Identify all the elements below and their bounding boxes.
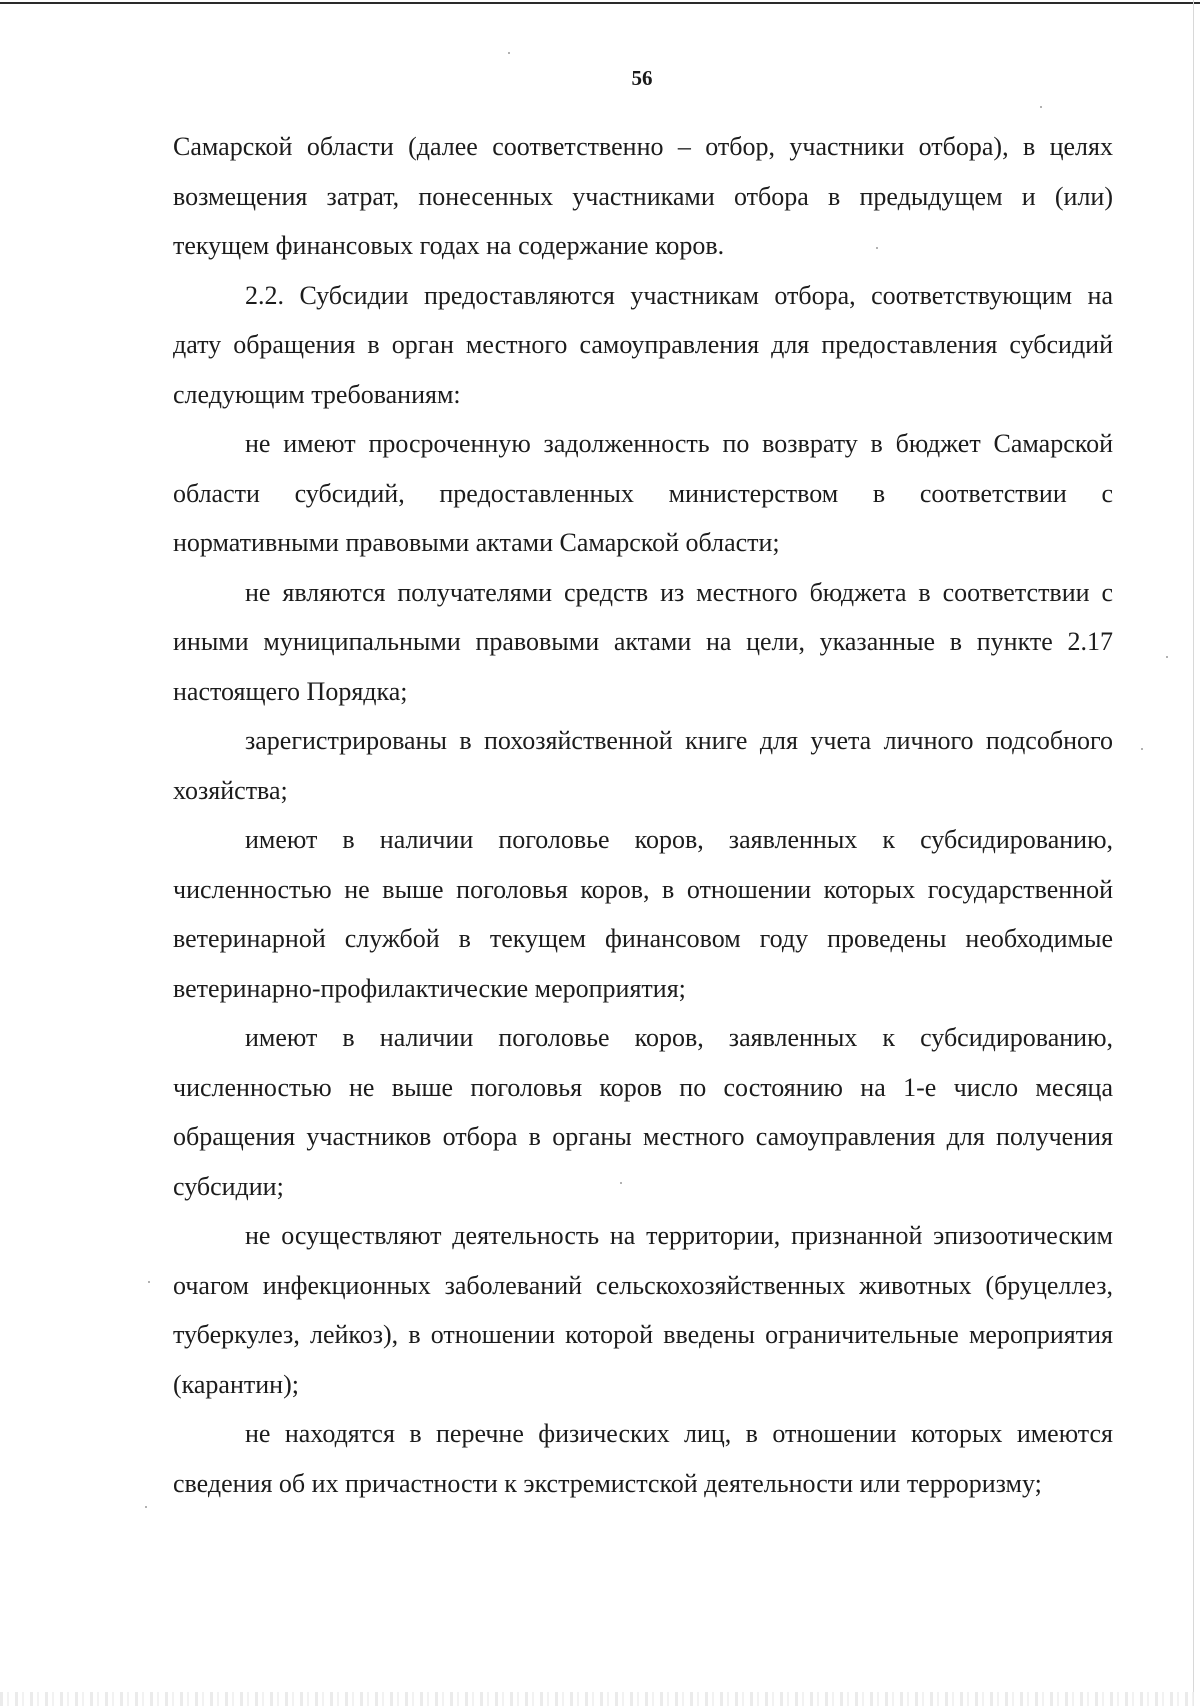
- document-body: [173, 122, 1113, 1508]
- scan-speck: [145, 1506, 147, 1508]
- requirement-item: не осуществляют деятельность на территории, признанной эпизоотическим очагом инфекционных заболеваний сельскохозяйственных животных (бруцеллез, туберкулез, лейкоз), в отношении которой введены ограничительные мероприятия (карантин);: [173, 1221, 1113, 1399]
- requirement-item: не являются получателями средств из местного бюджета в соответствии с иными муниципальными правовыми актами на цели, указанные в пункте 2.17 настоящего Порядка;: [173, 577, 1113, 706]
- scan-speck: [1166, 656, 1168, 658]
- paragraph-continuation: Самарской области (далее соответственно – отбор, участники отбора), в целях возмещения затрат, понесенных участниками отбора в предыдущем и (или) текущем финансовых годах на содержание коров.: [173, 132, 1113, 260]
- scan-top-edge: [0, 2, 1200, 4]
- scan-speck: [1040, 106, 1042, 108]
- requirement-item: не находятся в перечне физических лиц, в отношении которых имеются сведения об их причастности к экстремистской деятельности или терроризму;: [173, 1419, 1113, 1498]
- requirement-item: не имеют просроченную задолженность по возврату в бюджет Самарской области субсидий, предоставленных министерством в соответствии с нормативными правовыми актами Самарской области;: [173, 429, 1113, 557]
- scan-right-edge: [1193, 0, 1194, 1706]
- requirement-item: имеют в наличии поголовье коров, заявленных к субсидированию, численностью не выше поголовья коров по состоянию на 1-е число месяца обращения участников отбора в органы местного самоуправления для получения субсидии;: [173, 1023, 1113, 1201]
- scan-bottom-noise: [0, 1692, 1200, 1706]
- scan-speck: [1141, 748, 1143, 750]
- scan-speck: [508, 52, 510, 54]
- scan-speck: [148, 1281, 150, 1283]
- requirement-item: имеют в наличии поголовье коров, заявленных к субсидированию, численностью не выше поголовья коров, в отношении которых государственной ветеринарной службой в текущем финансовом году проведены необходимые ветеринарно-профилактические мероприятия;: [173, 825, 1113, 1003]
- page-number: 56: [631, 66, 653, 90]
- requirement-item: зарегистрированы в похозяйственной книге для учета личного подсобного хозяйства;: [173, 726, 1113, 805]
- paragraph-clause-2-2: 2.2. Субсидии предоставляются участникам отбора, соответствующим на дату обращения в орган местного самоуправления для предоставления субсидий следующим требованиям:: [173, 280, 1113, 409]
